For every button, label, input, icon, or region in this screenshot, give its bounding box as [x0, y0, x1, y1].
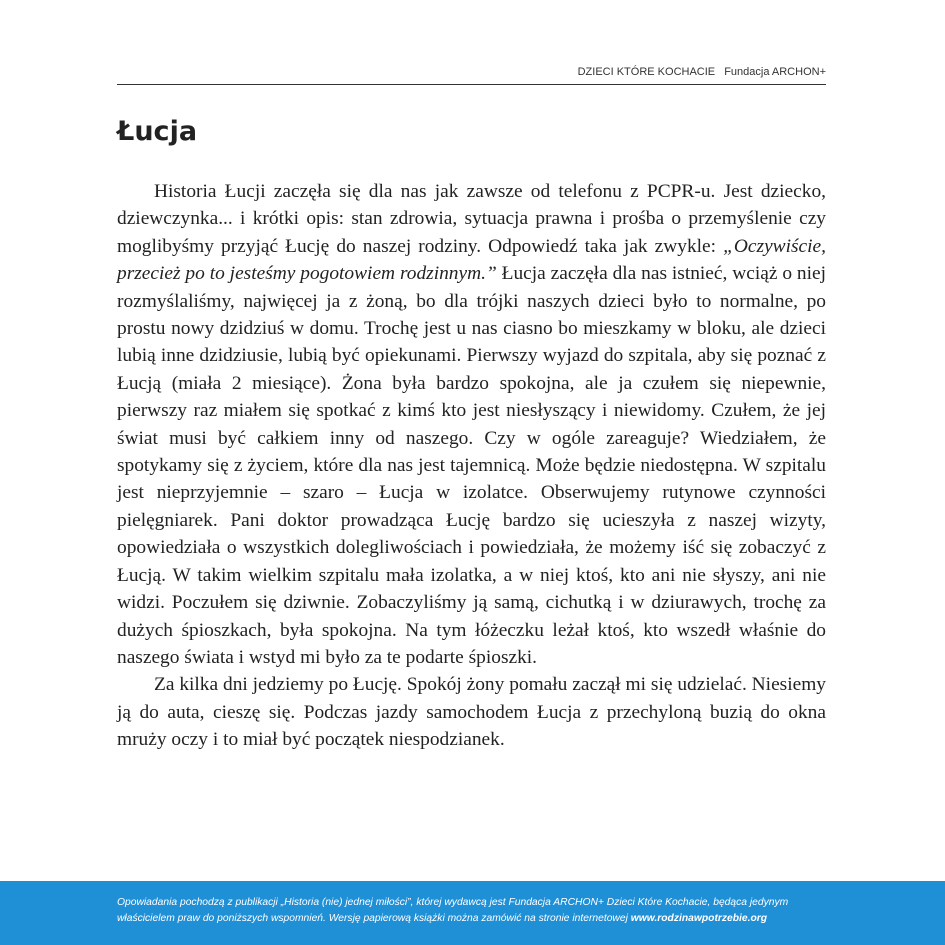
paragraph-2-text: Za kilka dni jedziemy po Łucję. Spokój żony pomału zaczął mi się udzielać. Niesiemy ją do auta, cieszę się. Podczas jazdy samochodem Łucja z przechyloną buzią do okna mruży oczy i to miał być początek niespodzianek. — [117, 674, 826, 751]
page-title: Łucja — [117, 116, 198, 147]
paragraph-1-quote: „Oczywiście, przecież po to jesteśmy pogotowiem rodzinnym.” — [117, 235, 826, 285]
footer-note — [117, 895, 829, 927]
paragraph-1 — [117, 178, 826, 671]
story-body — [117, 178, 826, 754]
footer-line-2: właścicielem praw do poniższych wspomnień. Wersję papierową książki można zamówić na stronie internetowej — [117, 913, 628, 924]
header-series: DZIECI KTÓRE KOCHACIE — [577, 66, 716, 78]
paragraph-1-text-b: Łucja zaczęła dla nas istnieć, wciąż o niej rozmyślaliśmy, najwięcej ja z żoną, bo dla trójki naszych dzieci było to normalne, po prostu nowy dzidziuś w domu. Trochę jest u nas ciasno bo mieszkamy w bloku, ale dzieci lubią inne dzidziusie, lubią być opiekunami. Pierwszy wyjazd do szpitala, aby się poznać z Łucją (miała 2 miesiące). Żona była bardzo spokojna, ale ja czułem się niepewnie, pierwszy raz miałem się spotkać z kimś kto jest niesłyszący i niewidomy. Czułem, że jej świat musi być całkiem inny od naszego. Czy w ogóle zareaguje? Wiedziałem, że spotykamy się z życiem, które dla nas jest tajemnicą. Może będzie niedostępna. W szpitalu jest nieprzyjemnie – szaro – Łucja w izolatce. Obserwujemy rutynowe czynności pielęgniarek. Pani doktor prowadząca Łucję bardzo się ucieszyła z naszej wizyty, opowiedziała o wszystkich dolegliwościach i powiedziała, że możemy iść się zobaczyć z Łucją. W takim wielkim szpitalu mała izolatka, a w niej ktoś, kto ani nie słyszy, ani nie widzi. Poczułem się dziwnie. Zobaczyliśmy ją samą, cichutką i w dziurawych, trochę za dużych śpioszkach, była spokojna. Na tym łóżeczku leżał ktoś, kto wszedł właśnie do naszego świata i wstyd mi było za te podarte śpioszki. — [117, 263, 826, 668]
paragraph-2 — [117, 671, 826, 753]
running-header — [117, 66, 826, 85]
header-publisher: Fundacja ARCHON+ — [724, 66, 826, 78]
footer-url-link[interactable]: www.rodzinawpotrzebie.org — [630, 913, 768, 924]
footer-band — [0, 881, 945, 945]
footer-line-1: Opowiadania pochodzą z publikacji „Historia (nie) jednej miłości”, której wydawcą jest Fundacja ARCHON+ Dzieci Które Kochacie, będąca jedynym — [117, 897, 789, 908]
paragraph-1-text-a: Historia Łucji zaczęła się dla nas jak zawsze od telefonu z PCPR-u. Jest dziecko, dziewczynka... i krótki opis: stan zdrowia, sytuacja prawna i prośba o przemyślenie czy moglibyśmy przyjąć Łucję do naszej rodziny. Odpowiedź taka jak zwykle: — [117, 181, 826, 257]
